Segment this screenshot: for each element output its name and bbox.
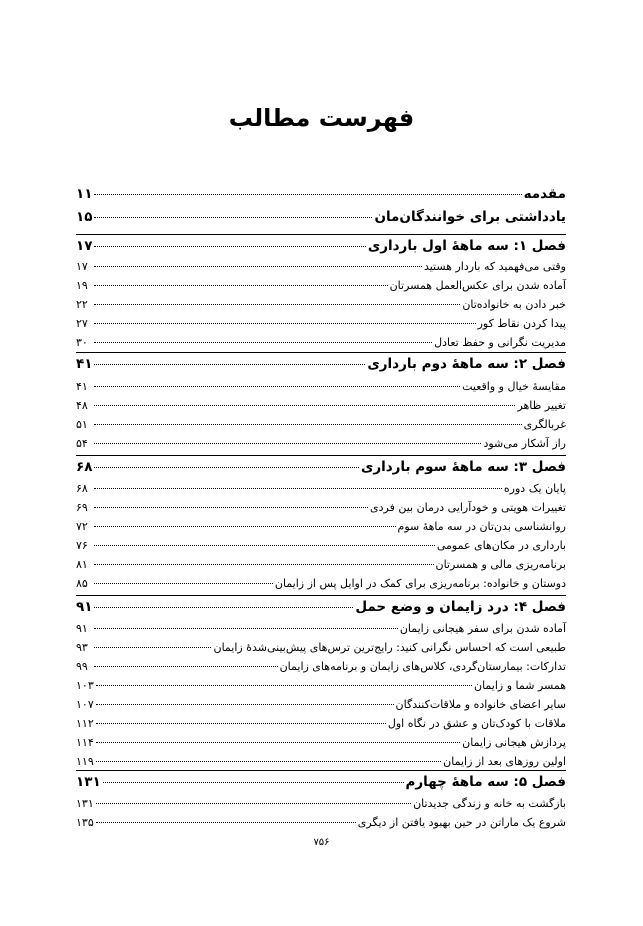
toc-entry-row[interactable] [76, 260, 566, 273]
dot-leader [94, 323, 476, 324]
toc-entry-row[interactable] [76, 660, 566, 673]
toc-entry-label: روانشناسی بدن‌تان در سه ماههٔ سوم [397, 520, 566, 533]
toc-entry-label: مقایسهٔ خیال و واقعیت [462, 380, 566, 393]
toc-entry-page: ۸۵ [76, 577, 88, 590]
chapter-divider [76, 234, 566, 235]
toc-entry-row[interactable] [76, 755, 566, 768]
chapter-divider [76, 455, 566, 456]
toc-entry-page: ۲۷ [76, 317, 88, 330]
toc-entry-label: فصل ۳: سه ماههٔ سوم بارداری [360, 459, 566, 475]
chapter-divider [76, 770, 566, 771]
toc-entry-label: بارداری در مکان‌های عمومی [436, 539, 566, 552]
toc-entry-row[interactable] [76, 501, 566, 514]
toc-entry-label: دوستان و خانواده: برنامه‌ریزی برای کمک در اوایل پس از زایمان [274, 577, 566, 590]
dot-leader [94, 246, 365, 247]
toc-entry-row[interactable] [76, 698, 566, 711]
dot-leader [94, 583, 273, 584]
toc-entry-label: شروع یک ماراتن در حین بهبود یافتن از دیگری [357, 816, 566, 829]
dot-leader [94, 342, 432, 343]
dot-leader [96, 803, 411, 804]
toc-entry-row[interactable] [76, 437, 566, 450]
dot-leader [96, 685, 472, 686]
dot-leader [94, 217, 372, 218]
toc-entry-page: ۳۰ [76, 336, 88, 349]
toc-entry-page: ۱۱۴ [76, 736, 94, 749]
toc-entry-row[interactable] [76, 679, 566, 692]
toc-entry-page: ۹۱ [76, 622, 88, 635]
toc-entry-label: پردازش هیجانی زایمان [462, 736, 566, 749]
toc-entry-page: ۴۱ [76, 356, 93, 372]
toc-entry-row[interactable] [76, 797, 566, 810]
toc-entry-row[interactable] [76, 717, 566, 730]
toc-entry-row[interactable] [76, 209, 566, 225]
dot-leader [94, 607, 353, 608]
dot-leader [103, 782, 404, 783]
toc-entry-label: مقدمه [523, 186, 566, 202]
toc-entry-label: پایان یک دوره [503, 482, 566, 495]
toc-entry-page: ۹۹ [76, 660, 88, 673]
toc-entry-page: ۱۳۵ [76, 816, 94, 829]
dot-leader [94, 564, 434, 565]
toc-entry-row[interactable] [76, 186, 566, 202]
toc-entry-page: ۱۷ [76, 260, 88, 273]
toc-entry-row[interactable] [76, 317, 566, 330]
toc-entry-row[interactable] [76, 641, 566, 654]
dot-leader [94, 424, 522, 425]
toc-entry-label: پیدا کردن نقاط کور [477, 317, 566, 330]
dot-leader [94, 194, 521, 195]
dot-leader [94, 467, 358, 468]
toc-entry-page: ۴۱ [76, 380, 88, 393]
toc-entry-page: ۱۷ [76, 238, 93, 254]
toc-entry-label: فصل ۴: درد زایمان و وضع حمل [355, 599, 566, 615]
toc-entry-row[interactable] [76, 336, 566, 349]
toc-entry-label: تدارکات: بیمارستان‌گردی، کلاس‌های زایمان و برنامه‌های زایمان [279, 660, 566, 673]
dot-leader [94, 405, 515, 406]
toc-entry-page: ۱۳۱ [76, 774, 101, 790]
dot-leader [94, 628, 398, 629]
dot-leader [96, 822, 356, 823]
toc-entry-row[interactable] [76, 816, 566, 829]
dot-leader [94, 285, 388, 286]
dot-leader [94, 304, 460, 305]
toc-entry-label: وقتی می‌فهمید که باردار هستید [423, 260, 566, 273]
toc-entry-row[interactable] [76, 298, 566, 311]
dot-leader [94, 507, 368, 508]
toc-entry-label: غربالگری [523, 418, 566, 431]
toc-chapter-row[interactable] [76, 599, 566, 615]
toc-entry-label: خبر دادن به خانواده‌تان [462, 298, 566, 311]
dot-leader [94, 443, 481, 444]
toc-entry-page: ۵۴ [76, 437, 88, 450]
toc-entry-label: آماده شدن برای سفر هیجانی زایمان [399, 622, 566, 635]
dot-leader [96, 761, 441, 762]
dot-leader [94, 364, 365, 365]
toc-entry-row[interactable] [76, 577, 566, 590]
dot-leader [94, 386, 460, 387]
toc-entry-page: ۸۱ [76, 558, 88, 571]
toc-entry-label: ملاقات با کودک‌تان و عشق در نگاه اول [387, 717, 566, 730]
dot-leader [96, 723, 386, 724]
toc-chapter-row[interactable] [76, 356, 566, 372]
toc-entry-page: ۶۹ [76, 501, 88, 514]
toc-entry-row[interactable] [76, 279, 566, 292]
toc-entry-row[interactable] [76, 558, 566, 571]
toc-chapter-row[interactable] [76, 238, 566, 254]
toc-entry-page: ۷۲ [76, 520, 88, 533]
toc-entry-page: ۱۹ [76, 279, 88, 292]
toc-entry-label: تغییر ظاهر [517, 399, 566, 412]
toc-entry-row[interactable] [76, 736, 566, 749]
toc-entry-label: راز آشکار می‌شود [483, 437, 566, 450]
toc-entry-page: ۹۱ [76, 599, 93, 615]
toc-entry-row[interactable] [76, 418, 566, 431]
toc-entry-label: طبیعی است که احساس نگرانی کنید: رایج‌ترین ترس‌های پیش‌بینی‌شدهٔ زایمان [213, 641, 566, 654]
toc-entry-page: ۵۱ [76, 418, 88, 431]
page-number: ۷۵۶ [313, 837, 330, 848]
toc-entry-page: ۱۱ [76, 186, 93, 202]
toc-entry-label: مدیریت نگرانی و حفظ تعادل [434, 336, 566, 349]
toc-entry-label: فصل ۱: سه ماههٔ اول بارداری [367, 238, 566, 254]
toc-entry-page: ۹۳ [76, 641, 88, 654]
toc-entry-page: ۴۸ [76, 399, 88, 412]
dot-leader [96, 704, 394, 705]
toc-entry-page: ۱۳۱ [76, 797, 94, 810]
dot-leader [94, 545, 435, 546]
toc-entry-label: سایر اعضای خانواده و ملاقات‌کنندگان [395, 698, 566, 711]
toc-entry-page: ۱۱۹ [76, 755, 94, 768]
toc-entry-page: ۱۱۲ [76, 717, 94, 730]
toc-entry-label: همسر شما و زایمان [474, 679, 566, 692]
dot-leader [94, 526, 396, 527]
toc-entry-label: یادداشتی برای خوانندگان‌مان [374, 209, 566, 225]
dot-leader [94, 647, 211, 648]
toc-entry-page: ۶۸ [76, 482, 88, 495]
chapter-divider [76, 595, 566, 596]
toc-entry-label: تغییرات هویتی و خودآرایی درمان بین فردی [370, 501, 566, 514]
toc-chapter-row[interactable] [76, 459, 566, 475]
page-title: فهرست مطالب [228, 104, 415, 132]
toc-entry-label: فصل ۵: سه ماههٔ چهارم [405, 774, 566, 790]
dot-leader [94, 666, 278, 667]
toc-entry-row[interactable] [76, 520, 566, 533]
toc-entry-page: ۱۰۳ [76, 679, 94, 692]
toc-entry-label: برنامه‌ریزی مالی و همسرتان [435, 558, 566, 571]
table-of-contents [76, 0, 566, 926]
toc-entry-page: ۲۲ [76, 298, 88, 311]
toc-entry-page: ۶۸ [76, 459, 93, 475]
toc-entry-page: ۱۰۷ [76, 698, 94, 711]
chapter-divider [76, 352, 566, 353]
toc-entry-label: آماده شدن برای عکس‌العمل همسرتان [389, 279, 566, 292]
toc-chapter-row[interactable] [76, 774, 566, 790]
toc-entry-row[interactable] [76, 399, 566, 412]
toc-entry-label: اولین روزهای بعد از زایمان [443, 755, 566, 768]
dot-leader [94, 488, 502, 489]
toc-entry-label: فصل ۲: سه ماههٔ دوم بارداری [367, 356, 566, 372]
toc-entry-row[interactable] [76, 622, 566, 635]
toc-entry-label: بازگشت به خانه و زندگی جدیدتان [413, 797, 566, 810]
toc-entry-row[interactable] [76, 539, 566, 552]
toc-entry-row[interactable] [76, 380, 566, 393]
dot-leader [94, 266, 422, 267]
toc-entry-page: ۱۵ [76, 209, 93, 225]
toc-entry-page: ۷۶ [76, 539, 88, 552]
dot-leader [96, 742, 460, 743]
toc-entry-row[interactable] [76, 482, 566, 495]
